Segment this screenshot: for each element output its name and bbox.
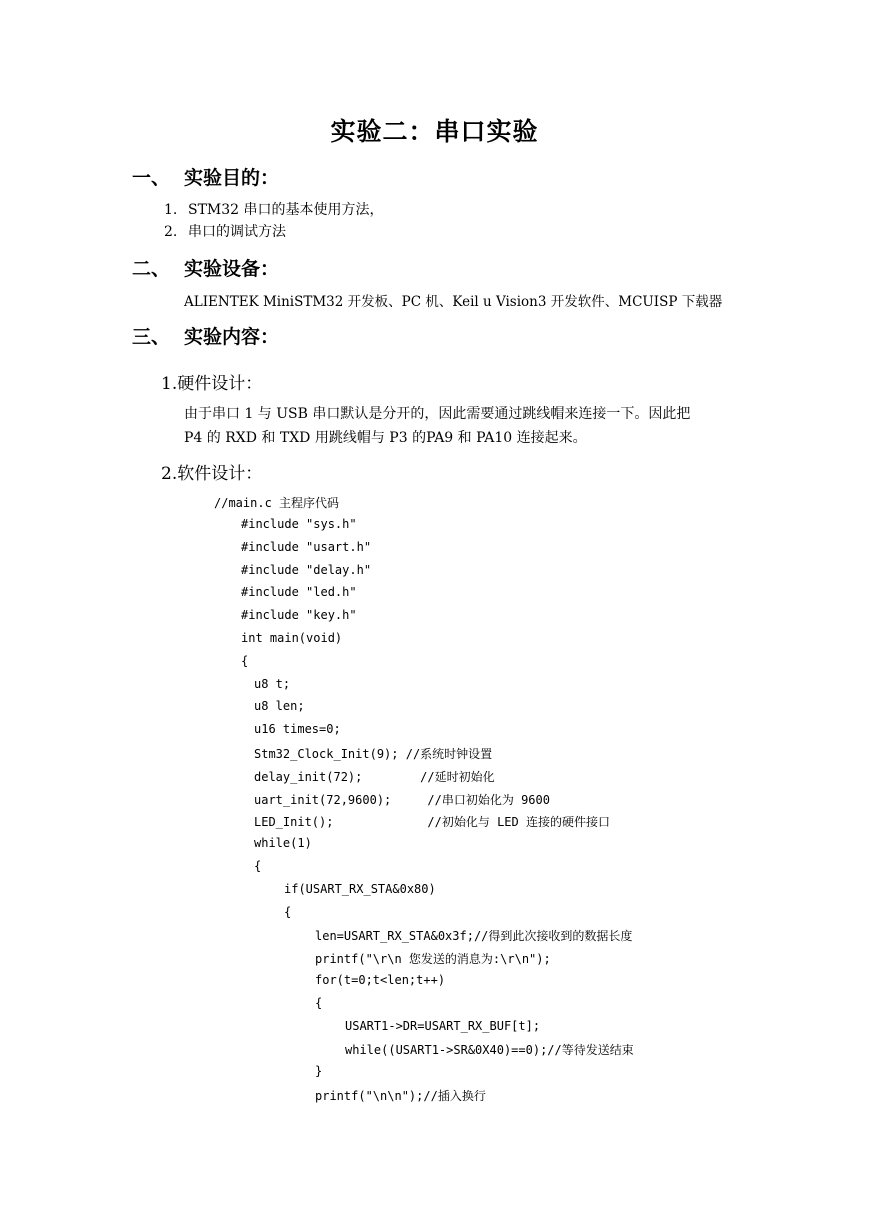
section-title: 实验目的： bbox=[184, 167, 280, 189]
code-line: LED_Init(); //初始化与 LED 连接的硬件接口 bbox=[254, 815, 610, 829]
code-line: for(t=0;t<len;t++) bbox=[315, 973, 446, 987]
code-line: delay_init(72); //延时初始化 bbox=[254, 770, 495, 784]
objective-number: 2. bbox=[164, 224, 178, 240]
code-line: #include "key.h" bbox=[241, 608, 357, 622]
section-title: 实验设备： bbox=[184, 258, 280, 280]
objective-number: 1. bbox=[164, 202, 178, 218]
code-line: printf("\n\n");//插入换行 bbox=[315, 1089, 486, 1103]
code-line: { bbox=[315, 996, 323, 1010]
equipment-text: ALIENTEK MiniSTM32 开发板、PC 机、Keil u Vision3 开发软件、MCUISP 下载器 bbox=[184, 294, 723, 310]
code-line: } bbox=[315, 1064, 323, 1078]
code-line: { bbox=[254, 859, 262, 873]
code-line: u16 times=0; bbox=[254, 722, 341, 736]
objective-item bbox=[164, 221, 286, 241]
code-line: { bbox=[284, 905, 292, 919]
code-line: len=USART_RX_STA&0x3f;//得到此次接收到的数据长度 bbox=[315, 929, 633, 943]
code-line: Stm32_Clock_Init(9); //系统时钟设置 bbox=[254, 747, 493, 761]
code-line: USART1->DR=USART_RX_BUF[t]; bbox=[345, 1019, 541, 1033]
section-heading-content bbox=[132, 322, 279, 349]
section-number: 二、 bbox=[132, 258, 171, 280]
page-title: 实验二：串口实验 bbox=[330, 117, 539, 146]
code-line: #include "delay.h" bbox=[241, 563, 372, 577]
code-line: if(USART_RX_STA&0x80) bbox=[284, 882, 436, 896]
code-line: #include "led.h" bbox=[241, 585, 357, 599]
code-line: #include "sys.h" bbox=[241, 517, 357, 531]
hardware-design-heading: 1.硬件设计： bbox=[161, 374, 263, 394]
section-title: 实验内容： bbox=[184, 326, 280, 348]
section-number: 三、 bbox=[132, 326, 171, 348]
code-line: int main(void) bbox=[241, 631, 343, 645]
code-line: printf("\r\n 您发送的消息为:\r\n"); bbox=[315, 952, 551, 966]
code-line: u8 t; bbox=[254, 677, 291, 691]
code-line: while((USART1->SR&0X40)==0);//等待发送结束 bbox=[345, 1043, 634, 1057]
software-design-heading: 2.软件设计： bbox=[161, 464, 263, 484]
objective-item bbox=[164, 199, 384, 219]
section-heading-equipment bbox=[132, 254, 279, 281]
hardware-paragraph-line: P4 的 RXD 和 TXD 用跳线帽与 P3 的PA9 和 PA10 连接起来。 bbox=[184, 430, 587, 446]
code-line: uart_init(72,9600); //串口初始化为 9600 bbox=[254, 793, 550, 807]
code-line: { bbox=[241, 654, 249, 668]
objective-text: STM32 串口的基本使用方法， bbox=[188, 202, 384, 218]
code-line: while(1) bbox=[254, 836, 312, 850]
code-line: u8 len; bbox=[254, 699, 305, 713]
section-number: 一、 bbox=[132, 167, 171, 189]
section-heading-objectives bbox=[132, 163, 279, 190]
hardware-paragraph-line: 由于串口 1 与 USB 串口默认是分开的，因此需要通过跳线帽来连接一下。因此把 bbox=[184, 406, 691, 422]
objective-text: 串口的调试方法 bbox=[188, 224, 286, 240]
code-line: //main.c 主程序代码 bbox=[214, 496, 340, 510]
code-line: #include "usart.h" bbox=[241, 540, 372, 554]
